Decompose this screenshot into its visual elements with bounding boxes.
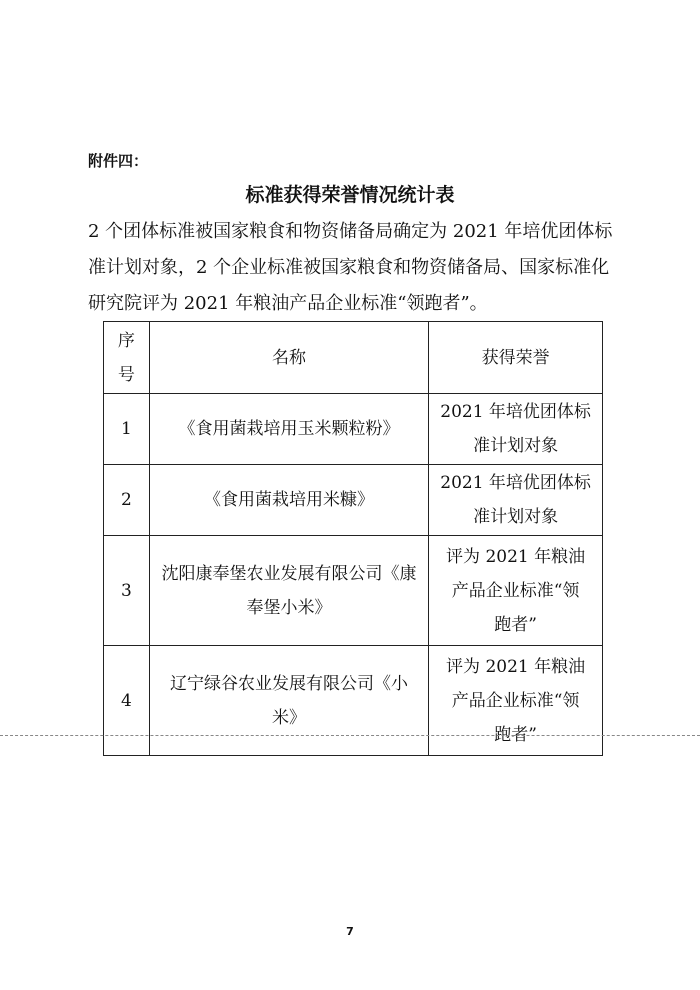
table-row xyxy=(104,394,603,465)
row-name: 辽宁绿谷农业发展有限公司《小 米》 xyxy=(149,646,428,756)
row-index: 1 xyxy=(104,394,150,465)
table-row xyxy=(104,465,603,536)
row-index: 4 xyxy=(104,646,150,756)
document-title: 标准获得荣誉情况统计表 xyxy=(245,184,455,206)
row-honor: 2021 年培优团体标 准计划对象 xyxy=(429,394,603,465)
header-name: 名称 xyxy=(149,322,428,394)
attachment-label: 附件四： xyxy=(88,152,149,170)
row-honor: 2021 年培优团体标 准计划对象 xyxy=(429,465,603,536)
header-index: 序 号 xyxy=(104,322,150,394)
table-header-row xyxy=(104,322,603,394)
honors-table xyxy=(103,321,603,756)
header-honor: 获得荣誉 xyxy=(429,322,603,394)
row-name: 《食用菌栽培用米糠》 xyxy=(149,465,428,536)
intro-line: 2 个团体标准被国家粮食和物资储备局确定为 2021 年培优团体标 xyxy=(88,221,613,242)
row-index: 2 xyxy=(104,465,150,536)
page-number: 7 xyxy=(346,925,354,938)
table-row xyxy=(104,646,603,756)
intro-paragraph xyxy=(88,214,618,322)
row-honor: 评为 2021 年粮油 产品企业标准“领 跑者” xyxy=(429,646,603,756)
table-row xyxy=(104,536,603,646)
scan-artifact-line xyxy=(0,735,700,736)
intro-line: 研究院评为 2021 年粮油产品企业标准“领跑者”。 xyxy=(88,293,488,314)
row-honor: 评为 2021 年粮油 产品企业标准“领 跑者” xyxy=(429,536,603,646)
intro-line: 准计划对象，2 个企业标准被国家粮食和物资储备局、国家标准化 xyxy=(88,257,610,278)
row-name: 沈阳康奉堡农业发展有限公司《康 奉堡小米》 xyxy=(149,536,428,646)
row-index: 3 xyxy=(104,536,150,646)
row-name: 《食用菌栽培用玉米颗粒粉》 xyxy=(149,394,428,465)
